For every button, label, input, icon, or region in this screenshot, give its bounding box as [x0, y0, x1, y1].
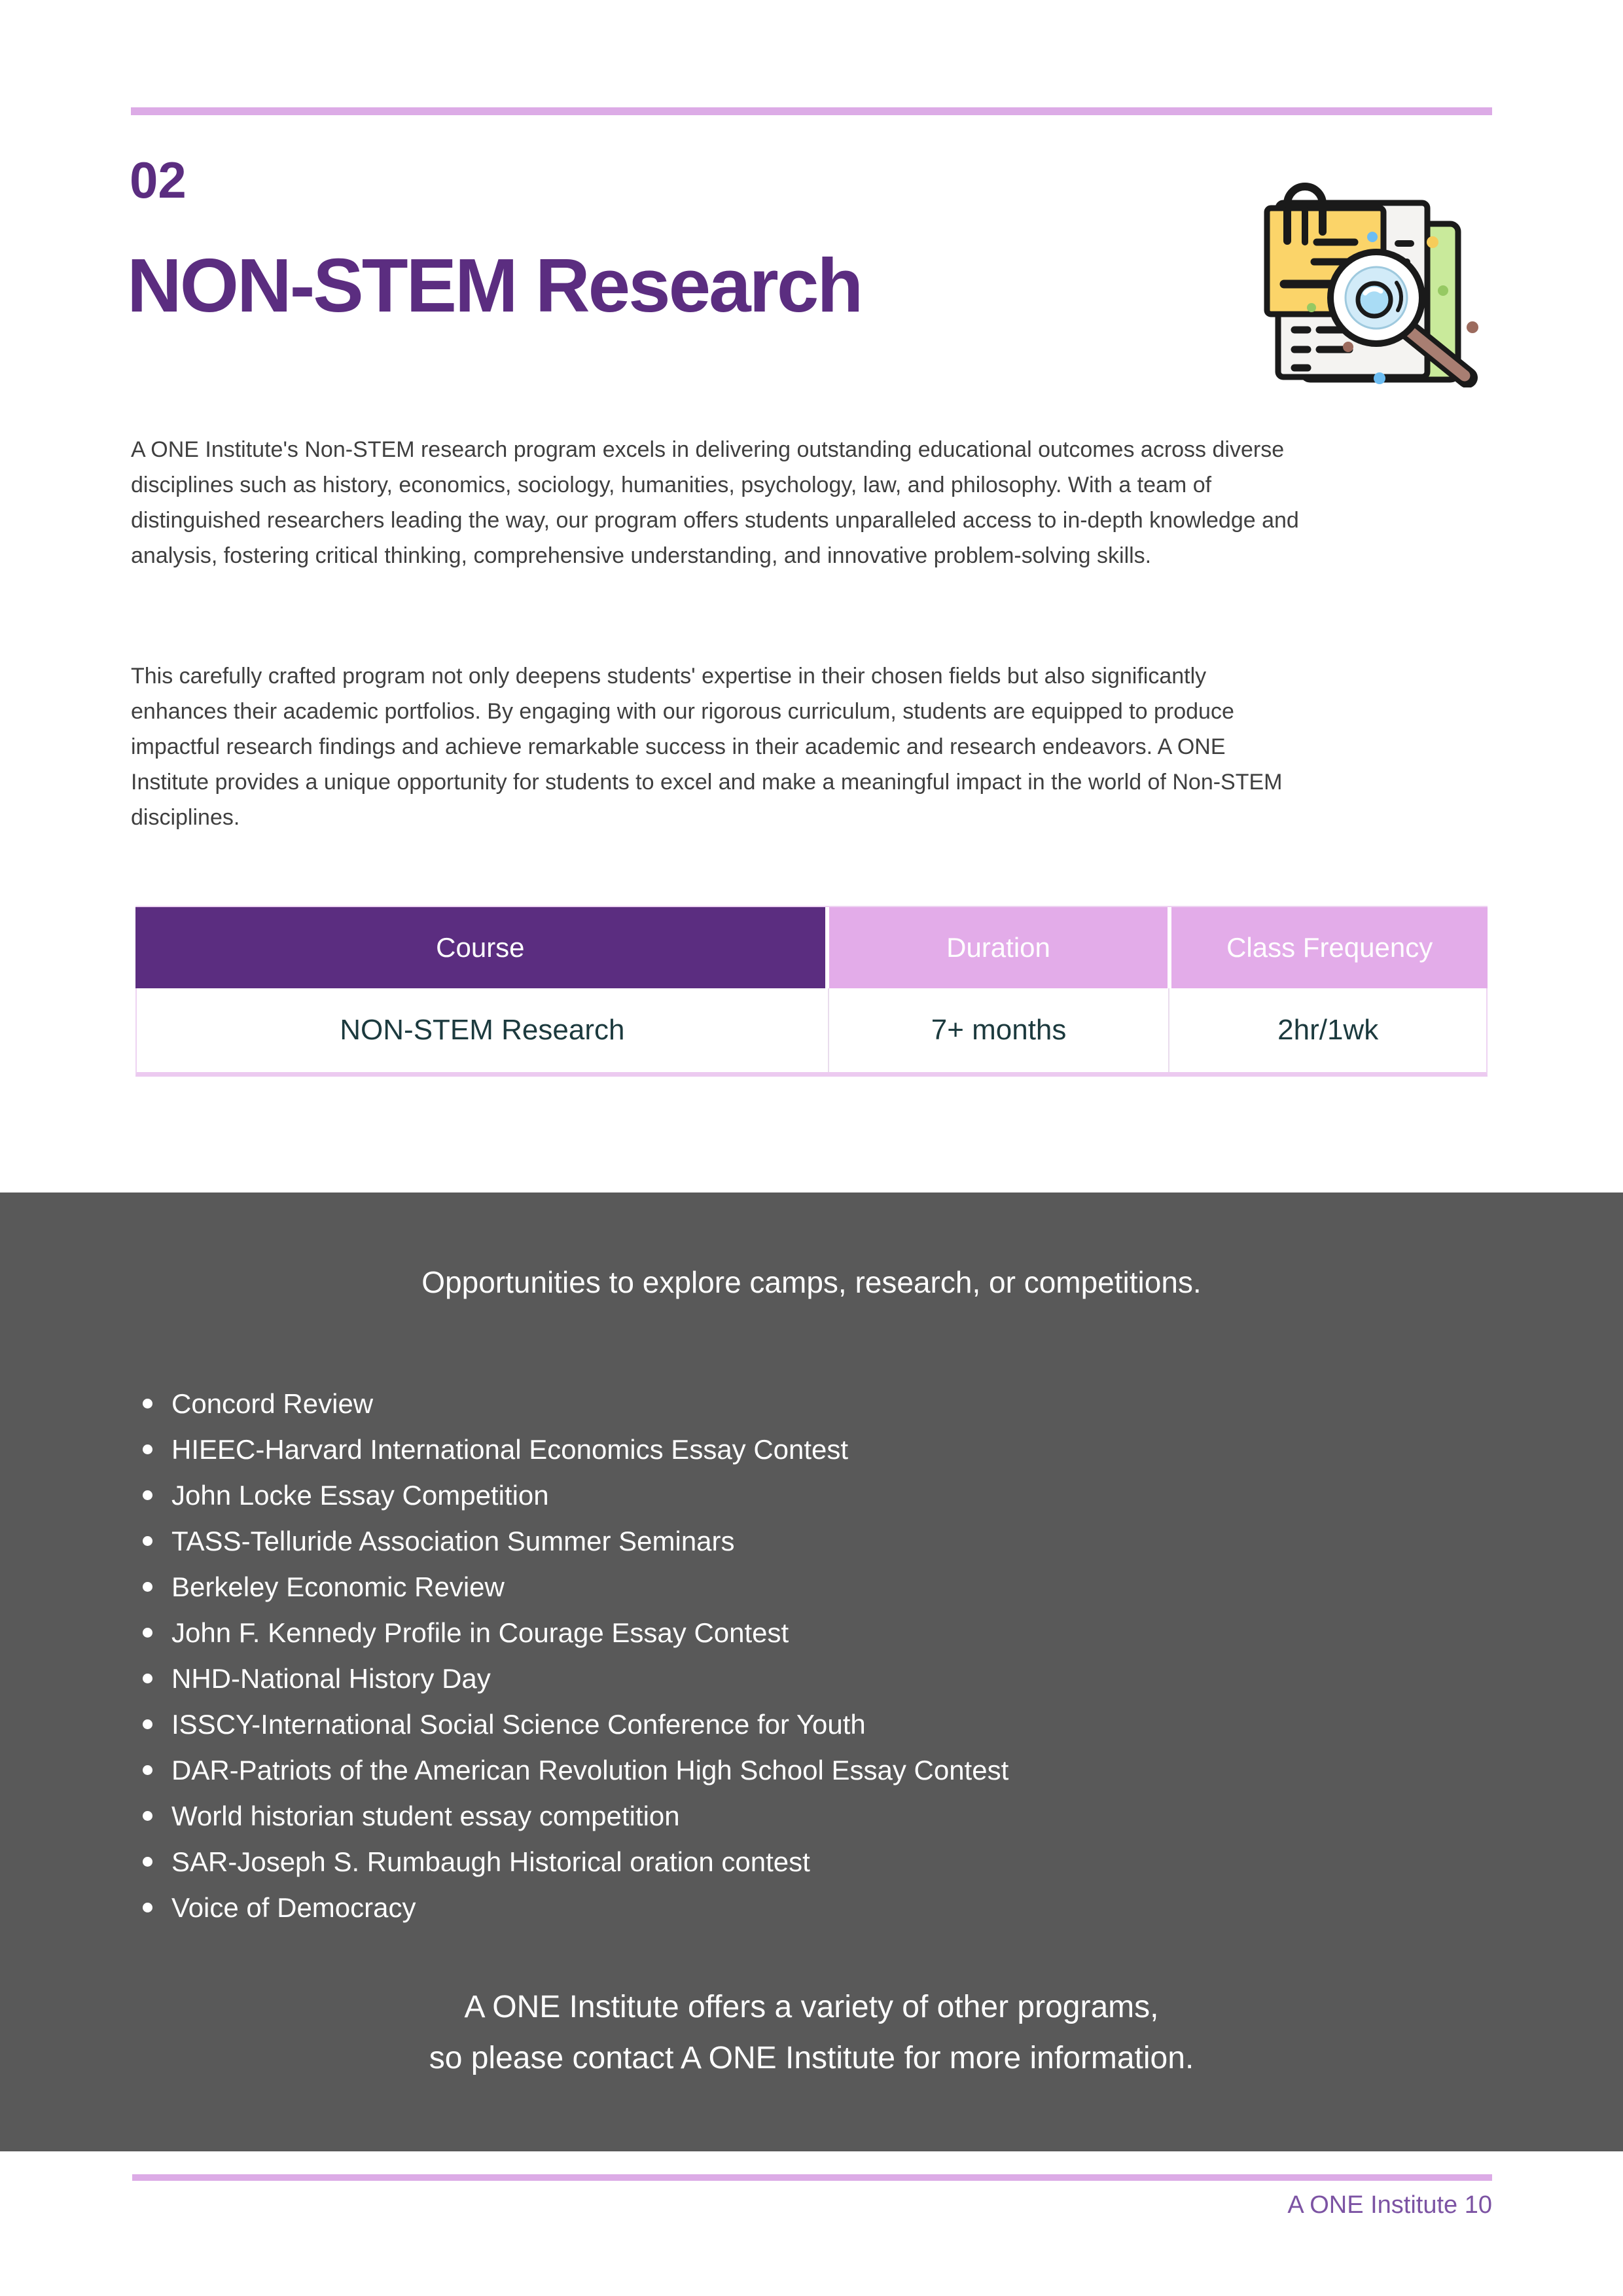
list-item: John Locke Essay Competition	[139, 1473, 1008, 1518]
course-table	[135, 906, 1488, 1077]
list-item: ISSCY-International Social Science Conference for Youth	[139, 1702, 1008, 1748]
closing-note-line-2: so please contact A ONE Institute for more information.	[429, 2041, 1194, 2075]
column-header-duration: Duration	[825, 907, 1168, 988]
closing-note	[0, 1982, 1623, 2084]
column-header-course: Course	[135, 907, 825, 988]
cell-course-name: NON-STEM Research	[340, 1014, 625, 1046]
list-item: HIEEC-Harvard International Economics Essay Contest	[139, 1427, 1008, 1473]
list-item: SAR-Joseph S. Rumbaugh Historical oration contest	[139, 1839, 1008, 1885]
top-divider	[131, 107, 1492, 115]
page-title: NON-STEM Research	[127, 243, 862, 328]
list-item: NHD-National History Day	[139, 1656, 1008, 1702]
list-item: Voice of Democracy	[139, 1885, 1008, 1931]
list-item: DAR-Patriots of the American Revolution High School Essay Contest	[139, 1748, 1008, 1793]
column-header-class-frequency: Class Frequency	[1168, 907, 1488, 988]
opportunities-panel	[0, 1193, 1623, 2151]
closing-note-line-1: A ONE Institute offers a variety of other programs,	[464, 1990, 1159, 2024]
intro-paragraph-2: This carefully crafted program not only deepens students' expertise in their chosen fields but also significantly enhances their academic portfolios. By engaging with our rigorous curriculum, students are equipped to produce impactful research findings and achieve remarkable success in their academic and research endeavors. A ONE Institute provides a unique opportunity for students to excel and make a meaningful impact in the world of Non-STEM disciplines.	[131, 664, 1283, 830]
list-item: World historian student essay competition	[139, 1793, 1008, 1839]
opportunities-heading: Opportunities to explore camps, research, or competitions.	[421, 1265, 1202, 1299]
list-item: Berkeley Economic Review	[139, 1564, 1008, 1610]
cell-class-frequency: 2hr/1wk	[1168, 988, 1486, 1072]
cell-duration: 7+ months	[828, 988, 1169, 1072]
research-magnifier-icon	[1257, 178, 1486, 387]
footer-divider	[132, 2174, 1492, 2181]
course-table-header-row	[135, 907, 1488, 988]
opportunities-list	[139, 1381, 1008, 1931]
list-item: John F. Kennedy Profile in Courage Essay Contest	[139, 1610, 1008, 1656]
section-number: 02	[130, 151, 187, 209]
list-item: Concord Review	[139, 1381, 1008, 1427]
intro-paragraph-1: A ONE Institute's Non-STEM research program excels in delivering outstanding educational outcomes across diverse disciplines such as history, economics, sociology, humanities, psychology, law, and philosophy. With a team of distinguished researchers leading the way, our program offers students unparalleled access to in-depth knowledge and analysis, fostering critical thinking, comprehensive understanding, and innovative problem-solving skills.	[131, 437, 1299, 568]
page-footer-text: A ONE Institute 10	[1287, 2191, 1492, 2219]
list-item: TASS-Telluride Association Summer Seminars	[139, 1518, 1008, 1564]
table-row	[135, 988, 1488, 1077]
